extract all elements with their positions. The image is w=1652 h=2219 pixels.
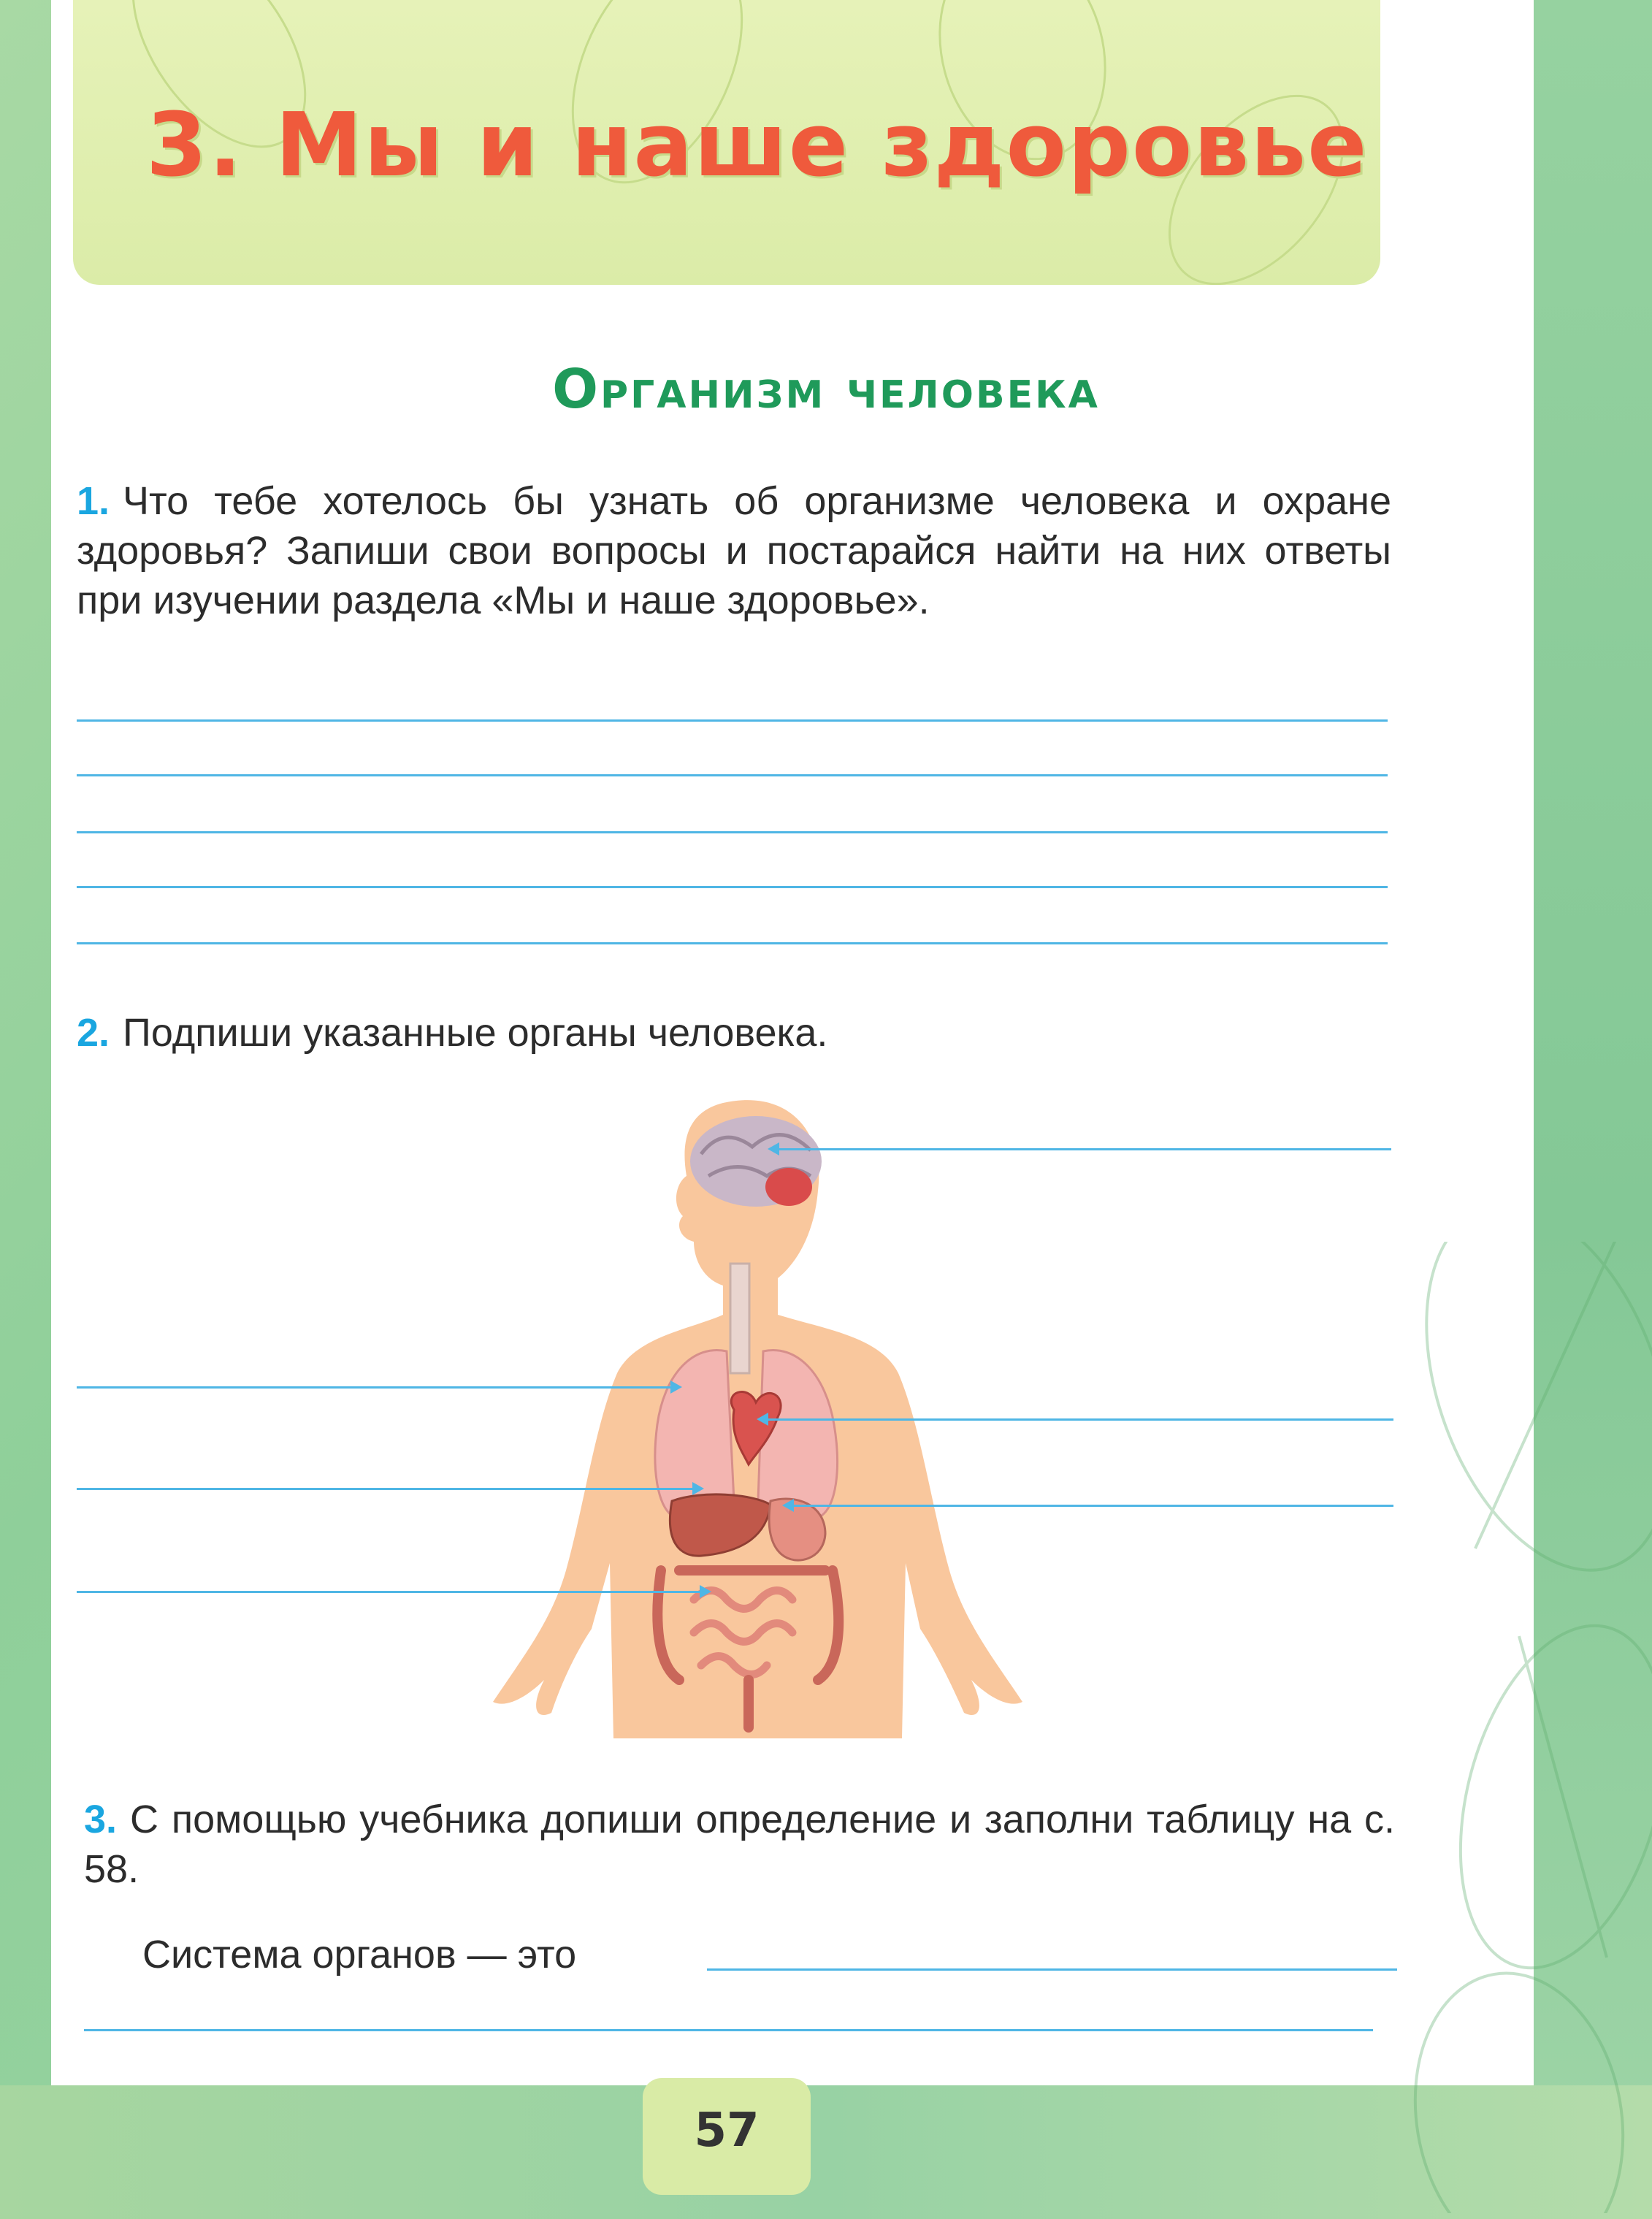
brain-organ — [690, 1116, 822, 1207]
label-line-liver[interactable] — [77, 1488, 694, 1490]
task-3-number: 3. — [84, 1798, 118, 1841]
answer-line-1[interactable] — [77, 719, 1388, 722]
arrow-head-lungs — [670, 1380, 682, 1394]
label-line-heart[interactable] — [767, 1418, 1393, 1421]
definition-answer-line-2[interactable] — [84, 2029, 1373, 2031]
answer-line-2[interactable] — [77, 774, 1388, 776]
label-line-intestines[interactable] — [77, 1591, 701, 1593]
task-1 — [77, 476, 1391, 625]
answer-line-5[interactable] — [77, 942, 1388, 944]
answer-line-3[interactable] — [77, 831, 1388, 833]
arrow-head-brain — [768, 1142, 779, 1156]
task-3 — [84, 1795, 1395, 1894]
task-2 — [77, 1008, 1391, 1058]
arrow-head-stomach — [782, 1499, 794, 1512]
arrow-head-heart — [757, 1413, 768, 1426]
definition-answer-line-1[interactable] — [707, 1968, 1397, 1971]
definition-prompt: Система органов — это — [142, 1933, 577, 1977]
label-line-stomach[interactable] — [792, 1505, 1393, 1507]
task-3-text: С помощью учебника допиши определение и заполни таблицу на с. 58. — [84, 1798, 1395, 1891]
task-2-text: Подпиши указанные органы человека. — [123, 1011, 828, 1055]
trachea-organ — [730, 1264, 749, 1373]
task-1-number: 1. — [77, 479, 110, 523]
label-line-brain[interactable] — [778, 1148, 1391, 1150]
task-1-text: Что тебе хотелось бы узнать об организме человека и охране здоровья? Запиши свои вопросы и постарайся найти на них ответы при изучении раздела «Мы и наше здоровье». — [77, 479, 1391, 622]
arrow-head-intestines — [700, 1585, 711, 1598]
section-title: Организм человека — [552, 358, 1100, 421]
arrow-head-liver — [692, 1482, 704, 1495]
label-line-lungs[interactable] — [77, 1386, 672, 1389]
task-2-number: 2. — [77, 1011, 110, 1055]
page-number: 57 — [694, 2104, 760, 2158]
leaf-pattern-decoration — [1388, 1242, 1652, 2213]
answer-line-4[interactable] — [77, 886, 1388, 888]
chapter-title: 3. Мы и наше здоровье — [146, 95, 1369, 196]
